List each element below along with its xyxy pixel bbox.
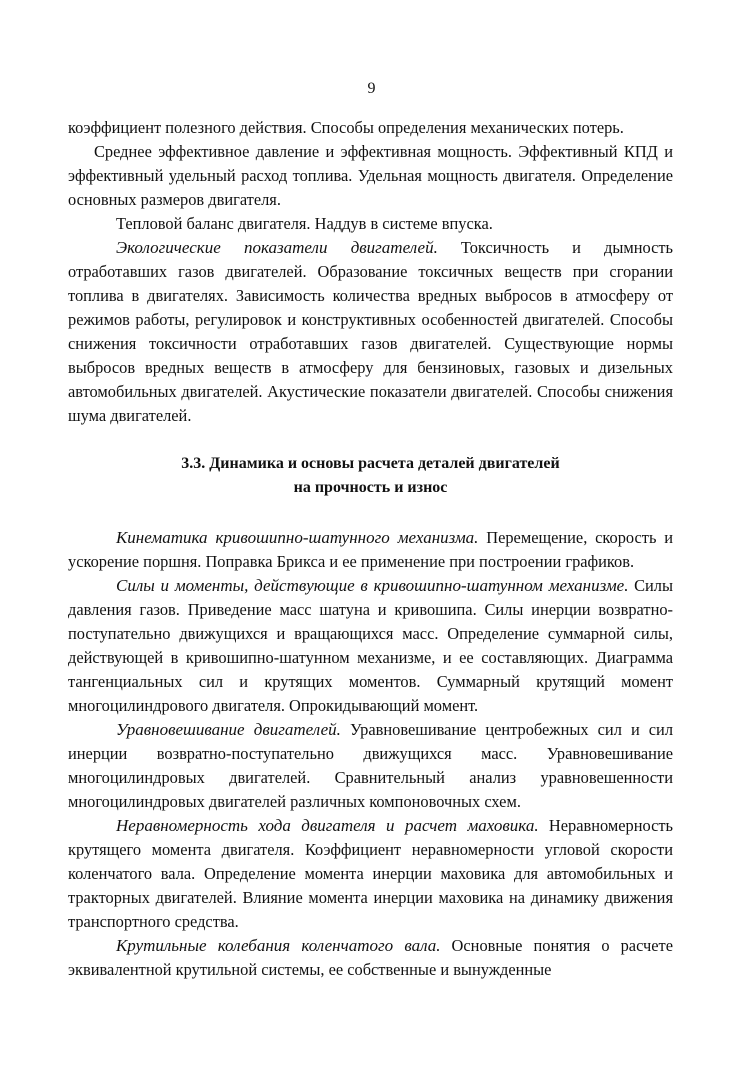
paragraph-mechanical-losses [68, 116, 673, 140]
paragraph-text: Среднее эффективное давление и эффективная мощность. Эффективный КПД и эффективный удельный расход топлива. Удельная мощность двигателя. Определение основных размеров двигателя. [68, 142, 673, 209]
paragraph-kinematics [68, 526, 673, 574]
section-heading [68, 452, 673, 500]
paragraph-text: Уравновешивание центробежных сил и сил инерции возвратно-поступательно движущихся масс. Уравновешивание многоцилиндровых двигателей. Сравнительный анализ уравновешенности многоцилиндровых двигателей различных компоновочных схем. [68, 720, 673, 811]
paragraph-italic-lead: Силы и моменты, действующие в кривошипно-шатунном механизме. [116, 576, 629, 595]
paragraph-heat-balance [68, 212, 673, 236]
paragraph-forces-moments [68, 574, 673, 718]
paragraph-italic-lead: Экологические показатели двигателей. [116, 238, 438, 257]
paragraph-balancing [68, 718, 673, 814]
paragraph-text: Основные понятия о расчете эквивалентной крутильной системы, ее собственные и вынужденные [68, 936, 673, 979]
paragraph-text: Перемещение, скорость и ускорение поршня. Поправка Брикса и ее применение при построении графиков. [68, 528, 674, 571]
section-heading-line2: на прочность и износ [293, 479, 448, 496]
page-content [68, 116, 673, 982]
page-number: 9 [367, 80, 376, 97]
paragraph-flywheel [68, 814, 673, 934]
paragraph-text: Токсичность и дымность отработавших газов двигателей. Образование токсичных веществ при сгорании топлива в двигателях. Зависимость количества вредных выбросов в атмосферу от режимов работы, регулировок и конструктивных особенностей двигателей. Способы снижения токсичности отработавших газов двигателей. Существующие нормы выбросов вредных веществ в атмосферу для бензиновых, газовых и дизельных автомобильных двигателей. Акустические показатели двигателей. Способы снижения шума двигателей. [68, 238, 673, 425]
paragraph-effective-pressure [68, 140, 673, 212]
paragraph-italic-lead: Уравновешивание двигателей. [116, 720, 341, 739]
section-heading-line1: 3.3. Динамика и основы расчета деталей двигателей [181, 455, 560, 472]
paragraph-text: коэффициент полезного действия. Способы определения механических потерь. [68, 118, 624, 137]
paragraph-text: Силы давления газов. Приведение масс шатуна и кривошипа. Силы инерции возвратно-поступательно движущихся и вращающихся масс. Определение суммарной силы, действующей в кривошипно-шатунном механизме, и ее составляющих. Диаграмма тангенциальных сил и крутящих моментов. Суммарный крутящий момент многоцилиндрового двигателя. Опрокидывающий момент. [68, 576, 673, 715]
paragraph-italic-lead: Крутильные колебания коленчатого вала. [116, 936, 441, 955]
paragraph-text: Тепловой баланс двигателя. Наддув в системе впуска. [116, 214, 493, 233]
paragraph-italic-lead: Кинематика кривошипно-шатунного механизма. [116, 528, 479, 547]
paragraph-italic-lead: Неравномерность хода двигателя и расчет маховика. [116, 816, 539, 835]
paragraph-text: Неравномерность крутящего момента двигателя. Коэффициент неравномерности угловой скорости коленчатого вала. Определение момента инерции маховика для автомобильных и тракторных двигателей. Влияние момента инерции маховика на динамику движения транспортного средства. [68, 816, 673, 931]
paragraph-ecology [68, 236, 673, 428]
paragraph-torsional-vibrations [68, 934, 673, 982]
